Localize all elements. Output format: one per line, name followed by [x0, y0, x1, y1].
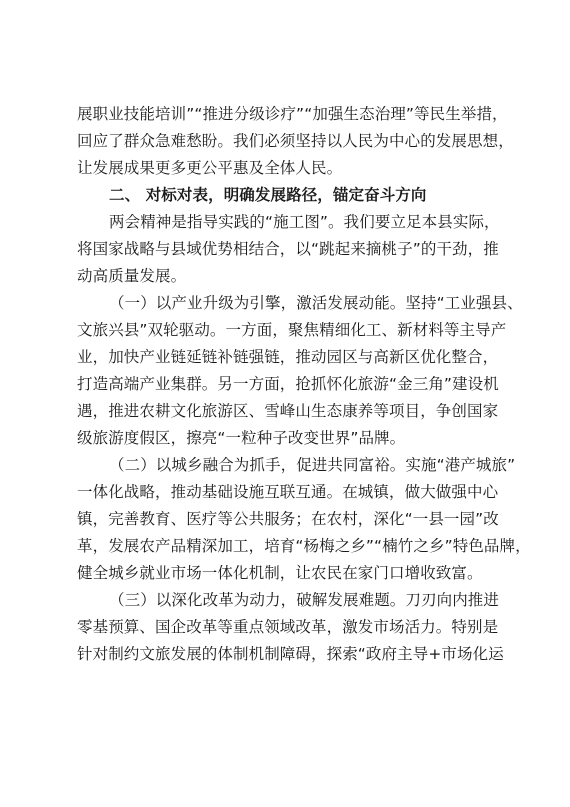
text-line: （二）以城乡融合为抓手，促进共同富裕。实施“港产城旅”: [109, 456, 516, 474]
text-line: 回应了群众急难愁盼。我们必须坚持以人民为中心的发展思想，: [77, 132, 514, 150]
text-line: 文旅兴县”双轮驱动。一方面，聚焦精细化工、新材料等主导产: [77, 321, 507, 339]
text-line: （三）以深化改革为动力，破解发展难题。刀刃向内推进: [109, 591, 500, 609]
text-line: 两会精神是指导实践的“施工图”。我们要立足本县实际，: [109, 213, 500, 231]
text-line: 业，加快产业链延链补链强链，推动园区与高新区优化整合，: [77, 348, 499, 366]
text-line: 零基预算、国企改革等重点领域改革，激发市场活力。特别是: [77, 618, 499, 636]
text-line: 打造高端产业集群。另一方面，抢抓怀化旅游“金三角”建设机: [77, 375, 499, 393]
text-line: 一体化战略，推动基础设施互联互通。在城镇，做大做强中心: [77, 483, 499, 501]
text-line: 遇，推进农耕文化旅游区、雪峰山生态康养等项目，争创国家: [77, 402, 499, 420]
text-line: （一）以产业升级为引擎，激活发展动能。坚持“工业强县、: [109, 294, 523, 312]
section-heading: 二、 对标对表，明确发展路径，锚定奋斗方向: [109, 186, 427, 204]
text-line: 让发展成果更多更公平惠及全体人民。: [77, 159, 343, 177]
text-line: 将国家战略与县域优势相结合，以“跳起来摘桃子”的干劲，推: [77, 240, 499, 258]
text-line: 动高质量发展。: [77, 267, 187, 285]
text-line: 革，发展农产品精深加工，培育“杨梅之乡”“楠竹之乡”特色品牌，: [77, 537, 531, 555]
text-line: 镇，完善教育、医疗等公共服务；在农村，深化“一县一园”改: [77, 510, 499, 528]
text-line: 健全城乡就业市场一体化机制，让农民在家门口增收致富。: [77, 564, 483, 582]
text-line: 级旅游度假区，擦亮“一粒种子改变世界”品牌。: [77, 429, 406, 447]
text-line: 针对制约文旅发展的体制机制障碍，探索“政府主导+市场化运: [77, 645, 504, 663]
text-line: 展职业技能培训”“推进分级诊疗”“加强生态治理”等民生举措，: [77, 105, 508, 123]
